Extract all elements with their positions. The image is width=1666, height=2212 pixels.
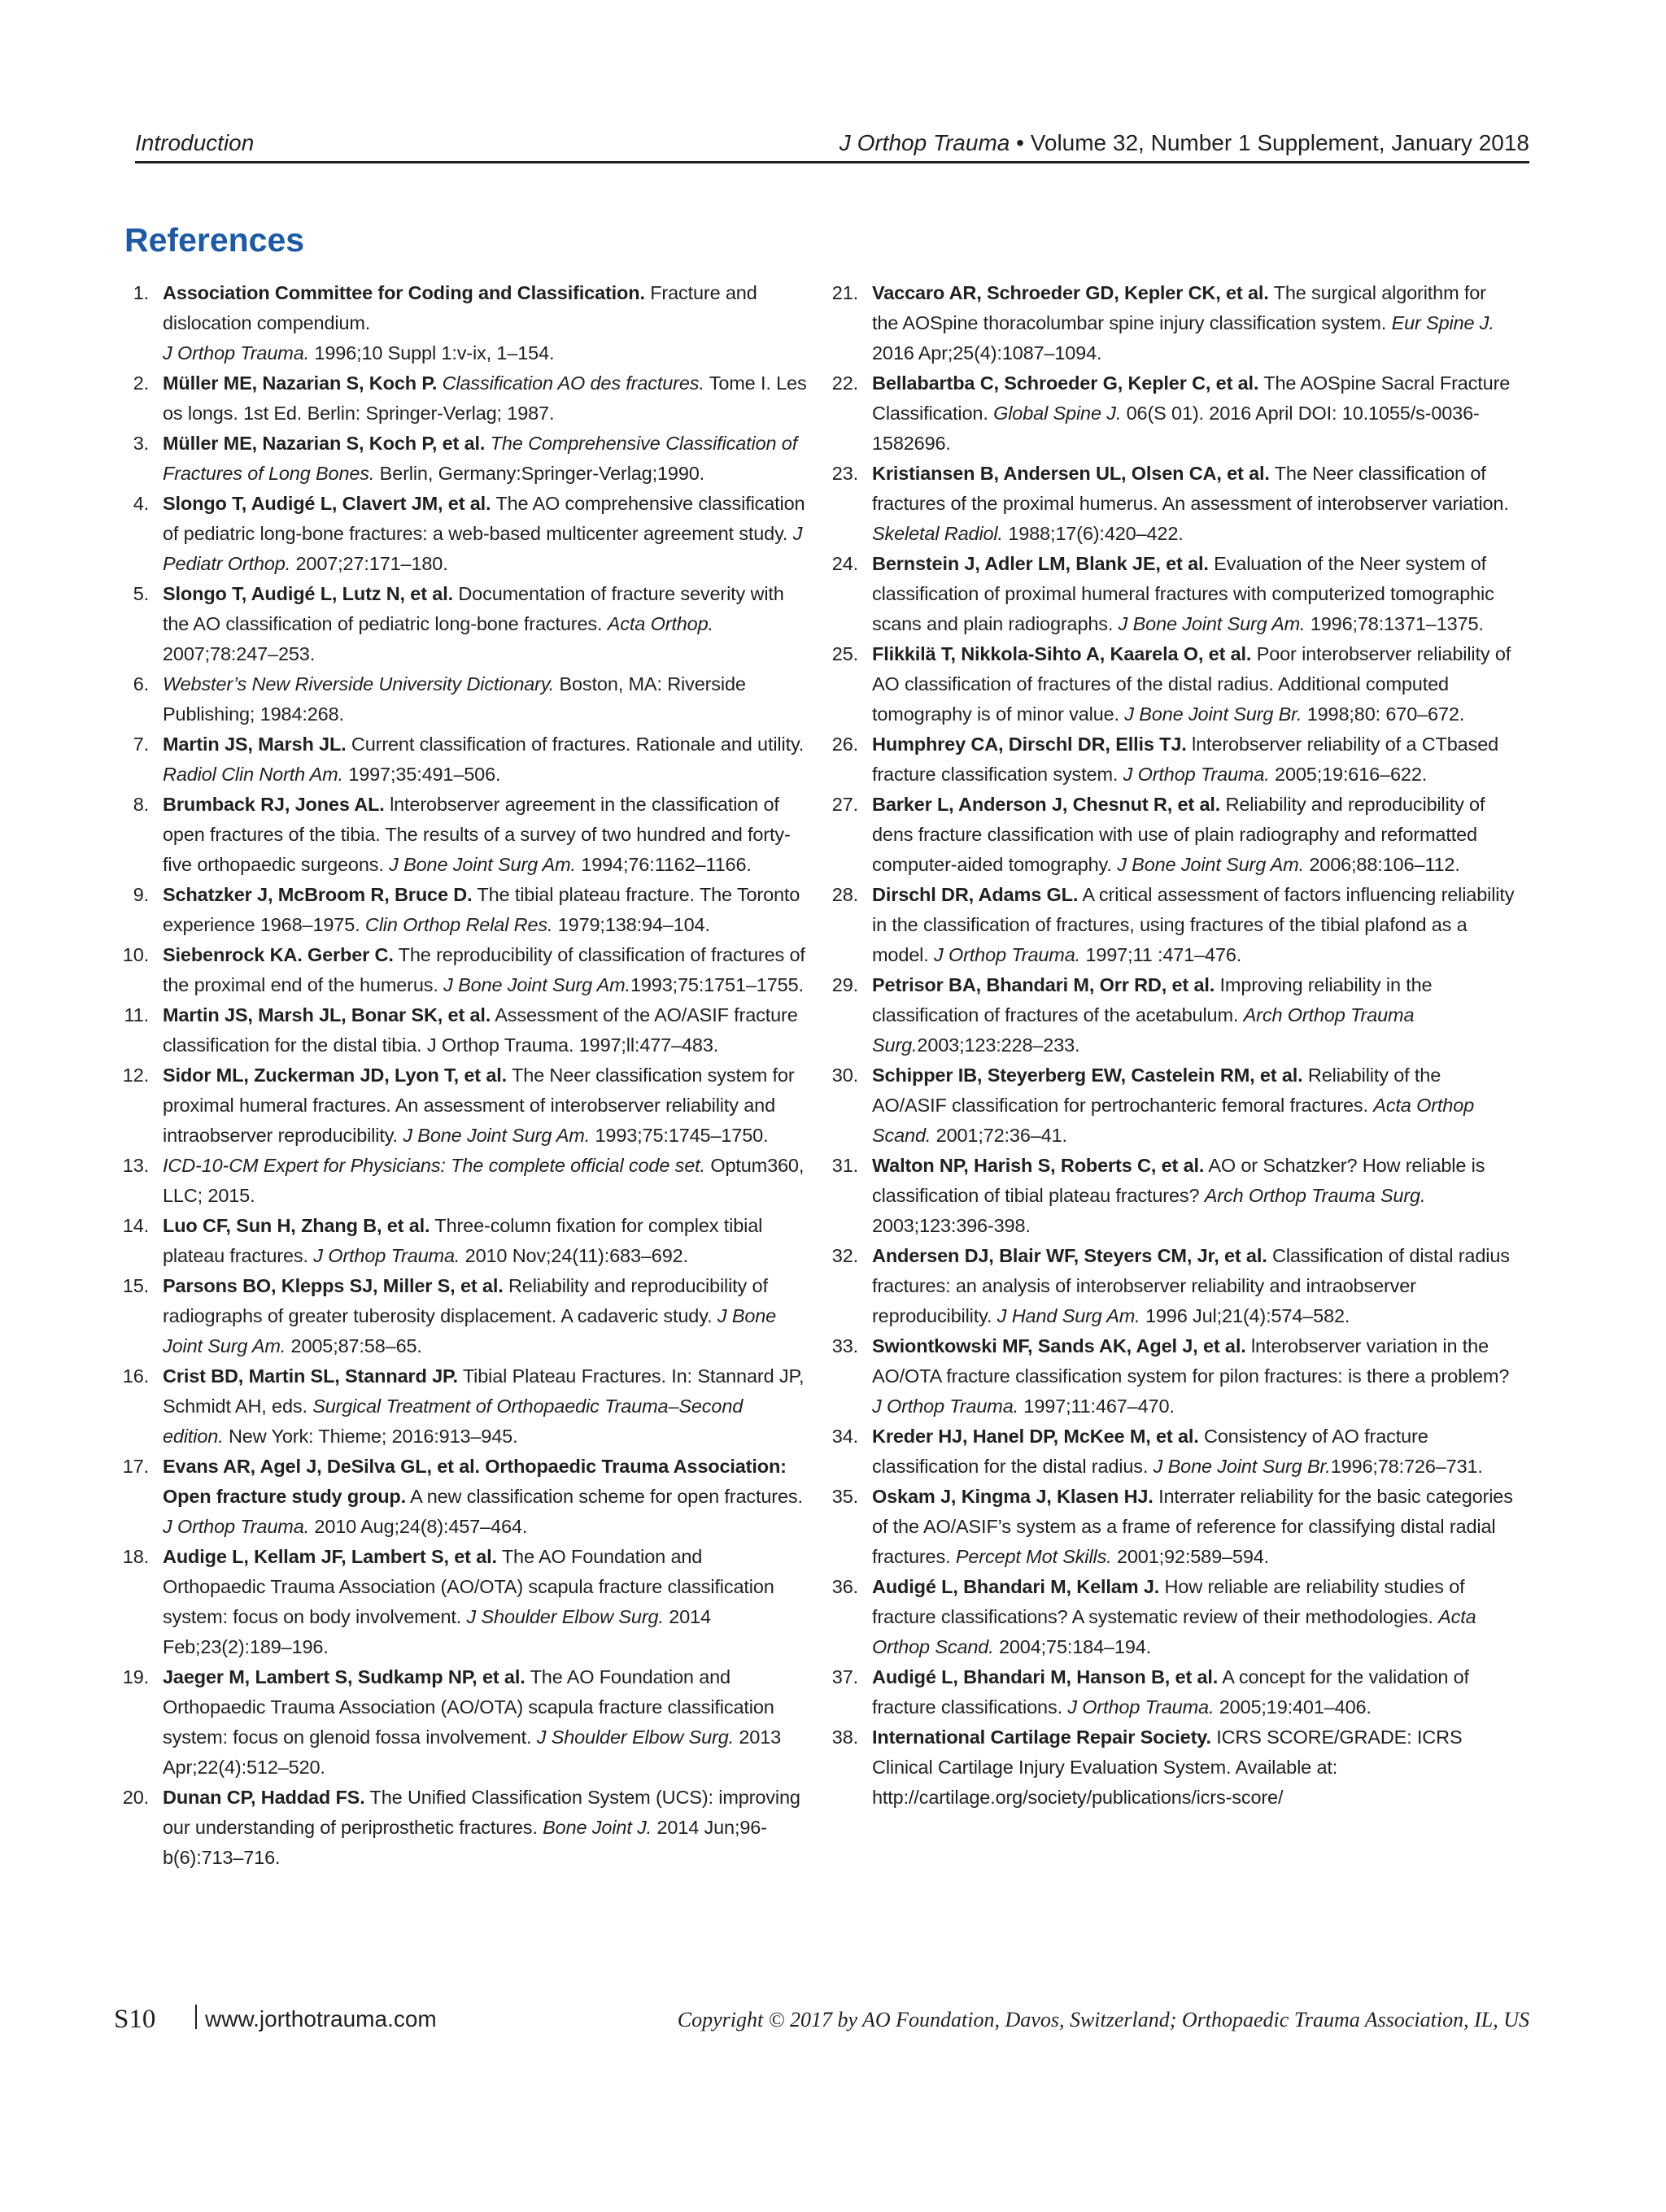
reference-text: 2001;92:589–594. <box>1111 1546 1270 1567</box>
reference-source: J Bone Joint Surg Am. <box>389 854 576 875</box>
reference-text: 2016 Apr;25(4):1087–1094. <box>872 342 1102 364</box>
reference-text: Optum360, LLC; 2015. <box>163 1155 805 1206</box>
reference-source: Surgical Treatment of Orthopaedic Trauma–Second edition. <box>163 1396 744 1447</box>
reference-text: 1996;10 Suppl 1:v-ix, 1–154. <box>309 342 555 364</box>
reference-number: 33. <box>831 1335 858 1356</box>
reference-source: J Bone Joint Surg Am. <box>1118 613 1306 634</box>
reference-authors: Bellabartba C, Schroeder G, Kepler C, et al. <box>872 372 1259 394</box>
reference-source: Arch Orthop Trauma Surg. <box>1204 1185 1426 1206</box>
reference-source: J Bone Joint Surg Am. <box>1117 854 1304 875</box>
reference-text: 1979;138:94–104. <box>552 914 710 935</box>
reference-item <box>120 669 807 729</box>
reference-text: 06(S 01). 2016 April DOI: 10.1055/s-0036-1582696. <box>872 403 1480 454</box>
reference-text: 2010 Nov;24(11):683–692. <box>460 1245 688 1266</box>
reference-number: 3. <box>133 433 149 454</box>
reference-text: Assessment of the AO/ASIF fracture classification for the distal tibia. J Orthop Trauma. 1997;ll:477–483. <box>163 1004 798 1056</box>
reference-text: Tome I. Les os longs. 1st Ed. Berlin: Springer-Verlag; 1987. <box>163 372 807 424</box>
reference-source: The Comprehensive Classification of Fractures of Long Bones. <box>163 433 798 484</box>
reference-item <box>829 1422 1516 1482</box>
reference-source: J Pediatr Orthop. <box>163 523 803 574</box>
reference-text: Reliability and reproducibility of dens fracture classification with use of plain radiography and reformatted computer-aided tomography. <box>872 794 1485 875</box>
reference-item <box>829 1662 1516 1722</box>
reference-text: lnterobserver reliability of a CTbased fracture classification system. <box>872 734 1499 785</box>
reference-number: 1. <box>133 282 149 303</box>
reference-item <box>829 639 1516 729</box>
reference-authors: Barker L, Anderson J, Chesnut R, et al. <box>872 794 1221 815</box>
reference-authors: Brumback RJ, Jones AL. <box>163 794 385 815</box>
reference-authors: Audigé L, Bhandari M, Kellam J. <box>872 1576 1160 1597</box>
reference-number: 14. <box>122 1215 149 1236</box>
reference-list-left-column <box>120 278 807 1873</box>
reference-authors: Kristiansen B, Andersen UL, Olsen CA, et al. <box>872 463 1270 484</box>
reference-text: Reliability of the AO/ASIF classification for pertrochanteric femoral fractures. <box>872 1065 1441 1116</box>
reference-number: 21. <box>831 282 858 303</box>
reference-item <box>120 1783 807 1873</box>
reference-source: J Orthop Trauma. <box>1123 764 1270 785</box>
reference-source: Acta Orthop Scand. <box>872 1095 1475 1146</box>
reference-authors: Jaeger M, Lambert S, Sudkamp NP, et al. <box>163 1666 526 1687</box>
reference-item <box>829 1241 1516 1331</box>
reference-authors: Slongo T, Audigé L, Lutz N, et al. <box>163 583 453 604</box>
reference-authors: Martin JS, Marsh JL, Bonar SK, et al. <box>163 1004 491 1025</box>
reference-text: Improving reliability in the classification of fractures of the acetabulum. <box>872 974 1433 1025</box>
reference-number: 24. <box>831 553 858 574</box>
reference-text: The tibial plateau fracture. The Toronto experience 1968–1975. <box>163 884 800 935</box>
reference-source: Acta Orthop Scand. <box>872 1606 1476 1657</box>
reference-text: Reliability and reproducibility of radiographs of greater tuberosity displacement. A cadaveric study. <box>163 1275 768 1326</box>
reference-text: 1996 Jul;21(4):574–582. <box>1140 1305 1350 1326</box>
reference-number: 7. <box>133 734 149 755</box>
reference-authors: Oskam J, Kingma J, Klasen HJ. <box>872 1486 1154 1507</box>
reference-text: A concept for the validation of fracture classifications. <box>872 1666 1469 1718</box>
page-footer <box>114 2005 1529 2040</box>
reference-number: 2. <box>133 372 149 394</box>
reference-text: 2005;19:401–406. <box>1214 1696 1372 1718</box>
reference-item <box>120 1000 807 1060</box>
reference-item <box>829 1331 1516 1422</box>
reference-source: ICD-10-CM Expert for Physicians: The complete official code set. <box>163 1155 705 1176</box>
reference-item <box>829 970 1516 1060</box>
reference-source: J Bone Joint Surg Am. <box>163 1305 777 1356</box>
reference-number: 16. <box>122 1365 149 1387</box>
reference-source: J Hand Surg Am. <box>997 1305 1140 1326</box>
reference-item <box>120 1542 807 1662</box>
reference-authors: Petrisor BA, Bhandari M, Orr RD, et al. <box>872 974 1215 995</box>
reference-authors: Schipper IB, Steyerberg EW, Castelein RM, et al. <box>872 1065 1303 1086</box>
reference-number: 35. <box>831 1486 858 1507</box>
reference-text: The AO comprehensive classification of pediatric long-bone fractures: a web-based multicenter agreement study. <box>163 493 805 544</box>
reference-text: 1994;76:1162–1166. <box>575 854 752 875</box>
reference-text: 2005;19:616–622. <box>1269 764 1428 785</box>
reference-source: J Orthop Trauma. <box>163 1516 310 1537</box>
reference-authors: Bernstein J, Adler LM, Blank JE, et al. <box>872 553 1209 574</box>
journal-website-link[interactable]: www.jorthotrauma.com <box>205 2006 437 2031</box>
reference-text: New York: Thieme; 2016:913–945. <box>223 1426 518 1447</box>
reference-number: 37. <box>831 1666 858 1687</box>
reference-number: 11. <box>124 1004 149 1025</box>
reference-source: Acta Orthop. <box>607 613 713 634</box>
reference-source: Arch Orthop Trauma Surg. <box>872 1004 1415 1056</box>
reference-authors: Luo CF, Sun H, Zhang B, et al. <box>163 1215 430 1236</box>
reference-authors: Evans AR, Agel J, DeSilva GL, et al. Orthopaedic Trauma Association: Open fracture study group. <box>163 1456 787 1507</box>
reference-number: 25. <box>831 643 858 664</box>
reference-text: The AOSpine Sacral Fracture Classification. <box>872 372 1511 424</box>
reference-item <box>829 278 1516 368</box>
reference-item <box>829 790 1516 880</box>
reference-text: The Neer classification of fractures of the proximal humerus. An assessment of interobserver variation. <box>872 463 1509 514</box>
reference-number: 32. <box>831 1245 858 1266</box>
reference-item <box>120 790 807 880</box>
reference-text: AO or Schatzker? How reliable is classification of tibial plateau fractures? <box>872 1155 1485 1206</box>
reference-authors: Slongo T, Audigé L, Clavert JM, et al. <box>163 493 491 514</box>
reference-item <box>120 429 807 489</box>
reference-text: 2014 Feb;23(2):189–196. <box>163 1606 711 1657</box>
reference-source: Radiol Clin North Am. <box>163 764 343 785</box>
reference-text: Current classification of fractures. Rationale and utility. <box>346 734 805 755</box>
reference-number: 5. <box>133 583 149 604</box>
reference-text: The Neer classification system for proximal humeral fractures. An assessment of interobserver reliability and intraobserver reproducibility. <box>163 1065 795 1146</box>
reference-authors: Sidor ML, Zuckerman JD, Lyon T, et al. <box>163 1065 508 1086</box>
journal-issue-line <box>840 130 1529 156</box>
reference-source: J Shoulder Elbow Surg. <box>466 1606 664 1627</box>
reference-text: The AO Foundation and Orthopaedic Trauma Association (AO/OTA) scapula fracture classification system: focus on glenoid fossa involvement. <box>163 1666 774 1748</box>
reference-authors: International Cartilage Repair Society. <box>872 1726 1211 1748</box>
reference-item <box>120 1151 807 1211</box>
reference-item <box>829 1572 1516 1662</box>
running-header <box>135 125 1529 163</box>
reference-number: 8. <box>133 794 149 815</box>
reference-authors: Swiontkowski MF, Sands AK, Agel J, et al. <box>872 1335 1246 1356</box>
reference-item <box>120 729 807 790</box>
reference-text: Poor interobserver reliability of AO classification of fractures of the distal radius. Additional computed tomography is of minor value. <box>872 643 1511 725</box>
reference-authors: Schatzker J, McBroom R, Bruce D. <box>163 884 473 905</box>
reference-text: 2013 Apr;22(4):512–520. <box>163 1726 782 1778</box>
reference-item <box>829 729 1516 790</box>
reference-authors: Andersen DJ, Blair WF, Steyers CM, Jr, et al. <box>872 1245 1267 1266</box>
reference-item <box>120 489 807 579</box>
reference-text: The AO Foundation and Orthopaedic Trauma Association (AO/OTA) scapula fracture classification system: focus on body involvement. <box>163 1546 774 1627</box>
reference-source: Percept Mot Skills. <box>955 1546 1112 1567</box>
reference-number: 26. <box>831 734 858 755</box>
reference-text: A new classification scheme for open fractures. <box>406 1486 803 1507</box>
reference-text: A critical assessment of factors influencing reliability in the classification of fractures, using fractures of the tibial plafond as a model. <box>872 884 1515 965</box>
reference-authors: Walton NP, Harish S, Roberts C, et al. <box>872 1155 1205 1176</box>
reference-text: 1993;75:1751–1755. <box>630 974 804 995</box>
reference-text: 2003;123:396-398. <box>872 1215 1031 1236</box>
reference-number: 29. <box>831 974 858 995</box>
reference-number: 31. <box>831 1155 858 1176</box>
reference-source: Bone Joint J. <box>543 1817 652 1838</box>
reference-item <box>829 549 1516 639</box>
reference-text: 1993;75:1745–1750. <box>590 1125 769 1146</box>
reference-source: Webster’s New Riverside University Dictionary. <box>163 673 555 695</box>
reference-item <box>829 1722 1516 1813</box>
reference-item <box>120 579 807 669</box>
reference-text: ICRS SCORE/GRADE: ICRS Clinical Cartilage Injury Evaluation System. Available at: http://cartilage.org/society/publications/icrs-score/ <box>872 1726 1463 1808</box>
reference-text: Fracture and dislocation compendium. <box>163 282 757 333</box>
reference-source: J Orthop Trauma. <box>313 1245 460 1266</box>
reference-authors: Müller ME, Nazarian S, Koch P. <box>163 372 438 394</box>
reference-source: J Bone Joint Surg Am. <box>403 1125 591 1146</box>
reference-source: J Orthop Trauma. <box>1067 1696 1215 1718</box>
reference-number: 17. <box>122 1456 149 1477</box>
reference-item <box>120 1060 807 1151</box>
reference-text: 2003;123:228–233. <box>917 1034 1080 1056</box>
reference-text: Berlin, Germany:Springer-Verlag;1990. <box>374 463 705 484</box>
reference-number: 9. <box>133 884 149 905</box>
reference-list-right-column <box>829 278 1516 1813</box>
reference-source: J Bone Joint Surg Am. <box>443 974 630 995</box>
reference-number: 18. <box>122 1546 149 1567</box>
reference-text: 1997;11 :471–476. <box>1080 944 1242 965</box>
reference-number: 4. <box>133 493 149 514</box>
reference-text: The surgical algorithm for the AOSpine thoracolumbar spine injury classification system. <box>872 282 1486 333</box>
reference-text: The Unified Classification System (UCS): improving our understanding of periprosthetic fractures. <box>163 1787 800 1838</box>
reference-authors: Audigé L, Bhandari M, Hanson B, et al. <box>872 1666 1219 1687</box>
reference-text: 1996;78:1371–1375. <box>1305 613 1484 634</box>
reference-number: 30. <box>831 1065 858 1086</box>
reference-text: 2005;87:58–65. <box>286 1335 422 1356</box>
reference-source: J Shoulder Elbow Surg. <box>536 1726 734 1748</box>
reference-text: Consistency of AO fracture classification for the distal radius. <box>872 1426 1428 1477</box>
issue-info: Volume 32, Number 1 Supplement, January 2018 <box>1030 130 1529 155</box>
reference-number: 13. <box>122 1155 149 1176</box>
reference-number: 28. <box>831 884 858 905</box>
reference-item <box>120 940 807 1000</box>
reference-item <box>120 1361 807 1452</box>
reference-source: J Orthop Trauma. <box>163 342 310 364</box>
reference-authors: Vaccaro AR, Schroeder GD, Kepler CK, et al. <box>872 282 1269 303</box>
reference-source: J Bone Joint Surg Br. <box>1153 1456 1331 1477</box>
reference-text: 2010 Aug;24(8):457–464. <box>309 1516 528 1537</box>
reference-text: 2001;72:36–41. <box>931 1125 1067 1146</box>
copyright-notice: Copyright © 2017 by AO Foundation, Davos, Switzerland; Orthopaedic Trauma Association, IL, US <box>677 2008 1529 2031</box>
reference-number: 27. <box>831 794 858 815</box>
reference-authors: Dunan CP, Haddad FS. <box>163 1787 365 1808</box>
reference-item <box>829 368 1516 459</box>
reference-text: Evaluation of the Neer system of classification of proximal humeral fractures with computerized tomographic scans and plain radiographs. <box>872 553 1494 634</box>
reference-authors: Kreder HJ, Hanel DP, McKee M, et al. <box>872 1426 1199 1447</box>
reference-source: J Orthop Trauma. <box>872 1396 1019 1417</box>
reference-text: Three-column fixation for complex tibial plateau fractures. <box>163 1215 763 1266</box>
reference-item <box>120 278 807 368</box>
reference-text: 2007;27:171–180. <box>290 553 448 574</box>
reference-number: 20. <box>122 1787 149 1808</box>
reference-authors: Humphrey CA, Dirschl DR, Ellis TJ. <box>872 734 1187 755</box>
reference-number: 6. <box>133 673 149 695</box>
reference-number: 12. <box>122 1065 149 1086</box>
reference-text: lnterobserver agreement in the classification of open fractures of the tibia. The results of a survey of two hundred and forty-five orthopaedic surgeons. <box>163 794 791 875</box>
reference-text: 2014 Jun;96-b(6):713–716. <box>163 1817 767 1868</box>
reference-text: Boston, MA: Riverside Publishing; 1984:268. <box>163 673 746 725</box>
reference-text: 1997;11:467–470. <box>1018 1396 1175 1417</box>
reference-text: How reliable are reliability studies of fracture classifications? A systematic review of their methodologies. <box>872 1576 1465 1627</box>
reference-text: 1998;80: 670–672. <box>1302 703 1465 725</box>
reference-number: 38. <box>831 1726 858 1748</box>
reference-number: 34. <box>831 1426 858 1447</box>
reference-text: 2007;78:247–253. <box>163 643 316 664</box>
reference-text: 1997;35:491–506. <box>342 764 501 785</box>
reference-text: 2006;88:106–112. <box>1303 854 1460 875</box>
page-title: References <box>124 221 305 259</box>
reference-authors: Flikkilä T, Nikkola-Sihto A, Kaarela O, et al. <box>872 643 1252 664</box>
reference-source: Classification AO des fractures. <box>442 372 704 394</box>
bullet-separator: • <box>1016 130 1024 155</box>
reference-authors: Dirschl DR, Adams GL. <box>872 884 1079 905</box>
reference-text: Tibial Plateau Fractures. In: Stannard JP, Schmidt AH, eds. <box>163 1365 805 1417</box>
reference-source: Eur Spine J. <box>1391 312 1494 333</box>
reference-authors: Association Committee for Coding and Classification. <box>163 282 645 303</box>
reference-authors: Müller ME, Nazarian S, Koch P, et al. <box>163 433 486 454</box>
reference-text: 1988;17(6):420–422. <box>1002 523 1184 544</box>
reference-authors: Audige L, Kellam JF, Lambert S, et al. <box>163 1546 497 1567</box>
reference-text: Interrater reliability for the basic categories of the AO/ASIF’s system as a frame of reference for classifying distal radial fractures. <box>872 1486 1513 1567</box>
footer-divider <box>195 2005 197 2029</box>
reference-item <box>829 880 1516 970</box>
reference-number: 23. <box>831 463 858 484</box>
reference-number: 22. <box>831 372 858 394</box>
reference-item <box>829 1482 1516 1572</box>
journal-name: J Orthop Trauma <box>839 130 1010 155</box>
reference-source: Skeletal Radiol. <box>872 523 1003 544</box>
reference-text: Documentation of fracture severity with the AO classification of pediatric long-bone fractures. <box>163 583 784 634</box>
page-number: S10 <box>114 2005 156 2034</box>
reference-item <box>829 459 1516 549</box>
reference-source: J Orthop Trauma. <box>934 944 1081 965</box>
reference-text: 1996;78:726–731. <box>1330 1456 1483 1477</box>
reference-number: 15. <box>122 1275 149 1296</box>
reference-item <box>829 1060 1516 1151</box>
reference-authors: Crist BD, Martin SL, Stannard JP. <box>163 1365 458 1387</box>
reference-item <box>120 1452 807 1542</box>
reference-source: J Bone Joint Surg Br. <box>1124 703 1302 725</box>
reference-item <box>120 1211 807 1271</box>
reference-item <box>829 1151 1516 1241</box>
reference-text: The reproducibility of classification of fractures of the proximal end of the humerus. <box>163 944 805 995</box>
reference-source: Global Spine J. <box>993 403 1122 424</box>
reference-authors: Parsons BO, Klepps SJ, Miller S, et al. <box>163 1275 504 1296</box>
reference-item <box>120 1271 807 1361</box>
reference-number: 10. <box>122 944 149 965</box>
reference-item <box>120 1662 807 1783</box>
reference-item <box>120 368 807 429</box>
reference-authors: Siebenrock KA. Gerber C. <box>163 944 394 965</box>
reference-authors: Martin JS, Marsh JL. <box>163 734 347 755</box>
reference-number: 36. <box>831 1576 858 1597</box>
reference-number: 19. <box>122 1666 149 1687</box>
reference-source: Clin Orthop Relal Res. <box>364 914 553 935</box>
reference-item <box>120 880 807 940</box>
reference-text: 2004;75:184–194. <box>993 1636 1152 1657</box>
reference-text: Classification of distal radius fractures: an analysis of interobserver reliability and intraobserver reproducibility. <box>872 1245 1510 1326</box>
section-label: Introduction <box>135 130 255 155</box>
reference-text: lnterobserver variation in the AO/OTA fracture classification system for pilon fractures: is there a problem? <box>872 1335 1510 1387</box>
